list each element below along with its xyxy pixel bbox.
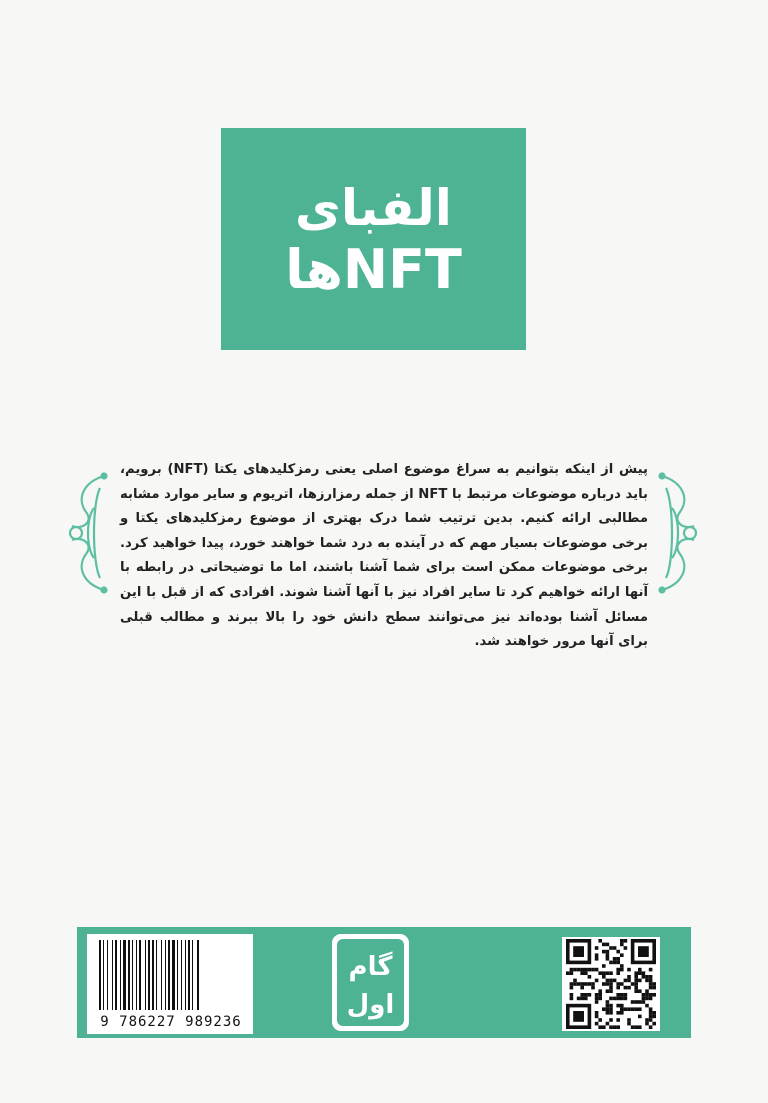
logo-text-line2: اول	[346, 990, 395, 1020]
title-block	[221, 128, 526, 350]
barcode-icon	[97, 940, 243, 1014]
logo-text-line1: گام	[348, 952, 393, 982]
book-title-line1: الفبای	[295, 178, 452, 237]
publisher-logo-icon	[331, 933, 410, 1032]
qr-code-icon	[562, 937, 660, 1031]
ornament-right-icon	[652, 468, 702, 598]
isbn-barcode	[87, 934, 253, 1034]
book-title-line2: NFTها	[285, 238, 462, 302]
blurb-paragraph: پیش از اینکه بتوانیم به سراغ موضوع اصلی یعنی رمزکلیدهای یکتا (NFT) برویم، باید درباره موضوعات مرتبط با NFT از جمله رمزارزها، اتریوم و سایر موارد مشابه مطالبی ارائه کنیم. بدین ترتیب شما درک بهتری از موضوع رمزکلیدهای یکتا و برخی موضوعات بسیار مهم که در آینده به درد شما خواهند خورد، پیدا خواهید کرد. برخی موضوعات ممکن است برای شما آشنا باشند، اما ما توضیحاتی در رابطه با آنها ارائه خواهیم کرد تا سایر افراد نیز با آنها آشنا شوند. افرادی که از قبل با این مسائل آشنا بوده‌اند نیز می‌توانند سطح دانش خود را بالا ببرند و مطالب قبلی برای آنها مرور خواهند شد.	[120, 462, 649, 650]
isbn-number: 9 786227 989236	[100, 1014, 242, 1030]
back-cover-blurb	[120, 458, 648, 655]
ornament-left-icon	[64, 468, 114, 598]
qr-code	[562, 937, 660, 1031]
